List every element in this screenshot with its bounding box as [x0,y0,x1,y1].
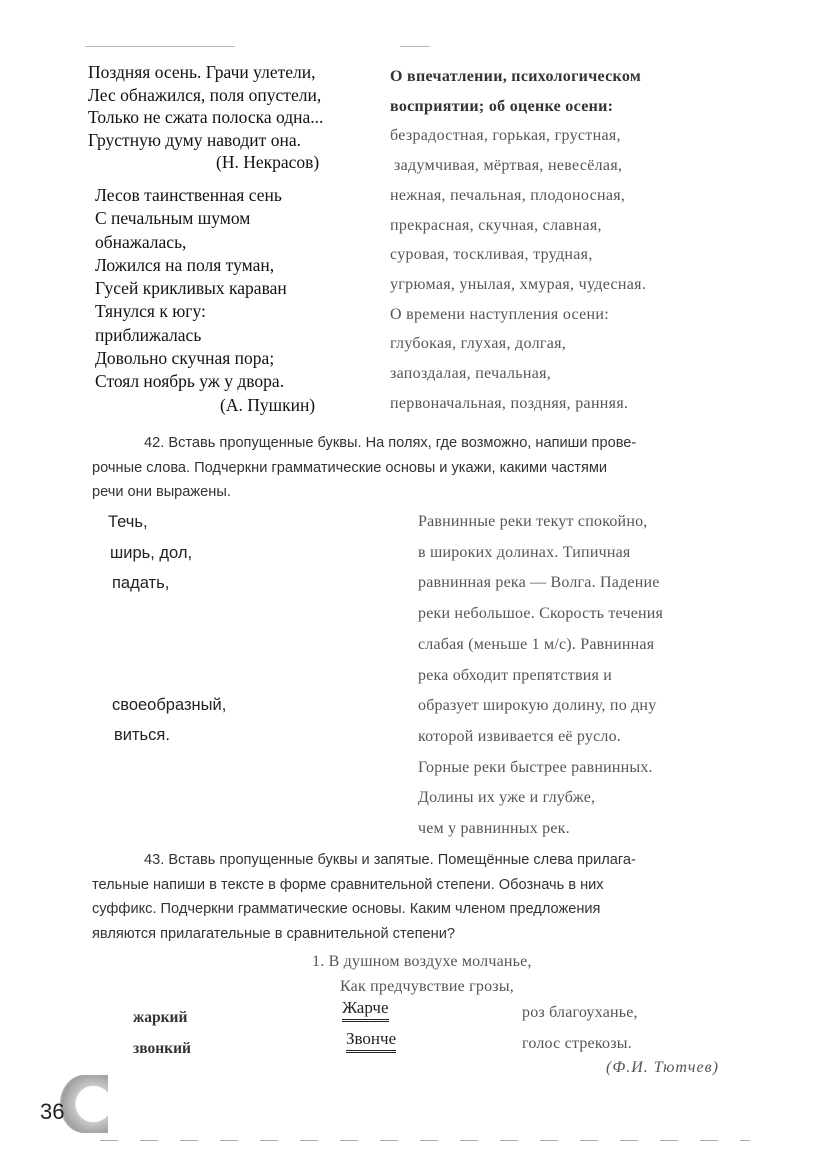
adjective-1: жаркий [133,1009,188,1026]
comparative-2: Звонче [346,1029,396,1053]
text-line: которой извивается её русло. [418,727,621,745]
text-line: река обходит препятствия и [418,666,612,684]
check-word: падать, [112,574,170,592]
tyutchev-line-2: Как предчувствие грозы, [340,978,514,995]
check-word: Течь, [108,513,148,531]
epithet-line: задумчивая, мёртвая, невесёлая, [394,157,623,175]
poem-line: Поздняя осень. Грачи улетели, [88,62,316,82]
epithet-line: первоначальная, поздняя, ранняя. [390,394,629,412]
epithet-line: нежная, печальная, плодоносная, [390,186,626,204]
text-line: равнинная река — Волга. Падение [418,574,660,592]
epithets-header: О времени наступления осени: [390,305,610,323]
page-corner-ornament-icon [60,1075,108,1133]
check-words [108,507,226,751]
instruction-line: 42. Вставь пропущенные буквы. На полях, где возможно, напиши прове- [144,435,637,451]
instruction-line: рочные слова. Подчеркни грамматические основы и укажи, какими частями [92,459,608,476]
tyutchev-line-4: голос стрекозы. [522,1035,632,1052]
instruction-line: тельные напиши в тексте в форме сравнительной степени. Обозначь в них [92,876,604,893]
poem-line: Лес обнажился, поля опустели, [88,84,322,105]
poem-line: Стоял ноябрь уж у двора. [95,371,285,392]
poem-line: Гусей крикливых караван [95,278,287,299]
poem-author: (Ф.И. Тютчев) [606,1059,719,1076]
text-line: Долины их уже и глубже, [418,789,596,807]
text-line: Равнинные реки текут спокойно, [418,513,648,530]
instruction-line: речи они выражены. [92,484,231,500]
epithet-line: суровая, тоскливая, трудная, [390,246,593,264]
epithets-column [390,62,646,418]
poem-line: Тянулся к югу: [95,301,206,322]
poem-author: (Н. Некрасов) [216,152,320,172]
epithet-line: глубокая, глухая, долгая, [390,335,567,353]
poem-line: приближалась [95,324,202,345]
poem-pushkin [95,184,315,417]
instruction-line: являются прилагательные в сравнительной степени? [92,925,455,942]
poem-line: Довольно скучная пора; [95,348,275,369]
text-line: в широких долинах. Типичная [418,543,631,561]
adjective-2: звонкий [133,1040,191,1057]
text-line: реки небольшое. Скорость течения [418,605,664,623]
epithet-line: угрюмая, унылая, хмурая, чудесная. [390,275,647,293]
check-word: виться. [114,726,170,744]
text-line: образует широкую долину, по дну [418,697,657,715]
text-line: Горные реки быстрее равнинных. [418,758,653,776]
text-line: слабая (меньше 1 м/с). Равнинная [418,635,655,653]
epithet-line: запоздалая, печальная, [390,365,552,383]
epithets-header: О впечатлении, психологическом [390,68,642,85]
tyutchev-line-3: роз благоуханье, [522,1004,638,1021]
poem-nekrasov [88,61,323,174]
poem-line: Ложился на поля туман, [95,254,275,275]
instruction-line: 43. Вставь пропущенные буквы и запятые. Помещённые слева прилага- [144,852,636,868]
task-43-instructions [92,848,636,946]
epithet-line: прекрасная, скучная, славная, [390,216,602,234]
epithets-header: восприятии; об оценке осени: [390,97,614,115]
poem-author: (А. Пушкин) [220,394,316,415]
tyutchev-line-1: 1. В душном воздухе молчанье, [312,953,532,970]
poem-line: Только не сжата полоска одна... [88,107,324,127]
page-number: 36 [40,1099,65,1124]
poem-line: Грустную думу наводит она. [88,129,301,150]
comparative-1: Жарче [342,998,389,1022]
text-line: чем у равнинных рек. [418,820,570,838]
poem-line: обнажалась, [95,231,187,252]
check-word: ширь, дол, [110,543,193,562]
poem-line: Лесов таинственная сень [95,185,282,205]
poem-line: С печальным шумом [95,208,251,229]
instruction-line: суффикс. Подчеркни грамматические основы. Каким членом предложения [92,901,601,917]
epithet-line: безрадостная, горькая, грустная, [390,127,621,145]
check-word: своеобразный, [112,695,227,714]
task-42-instructions [92,431,636,505]
rivers-text [418,507,663,845]
